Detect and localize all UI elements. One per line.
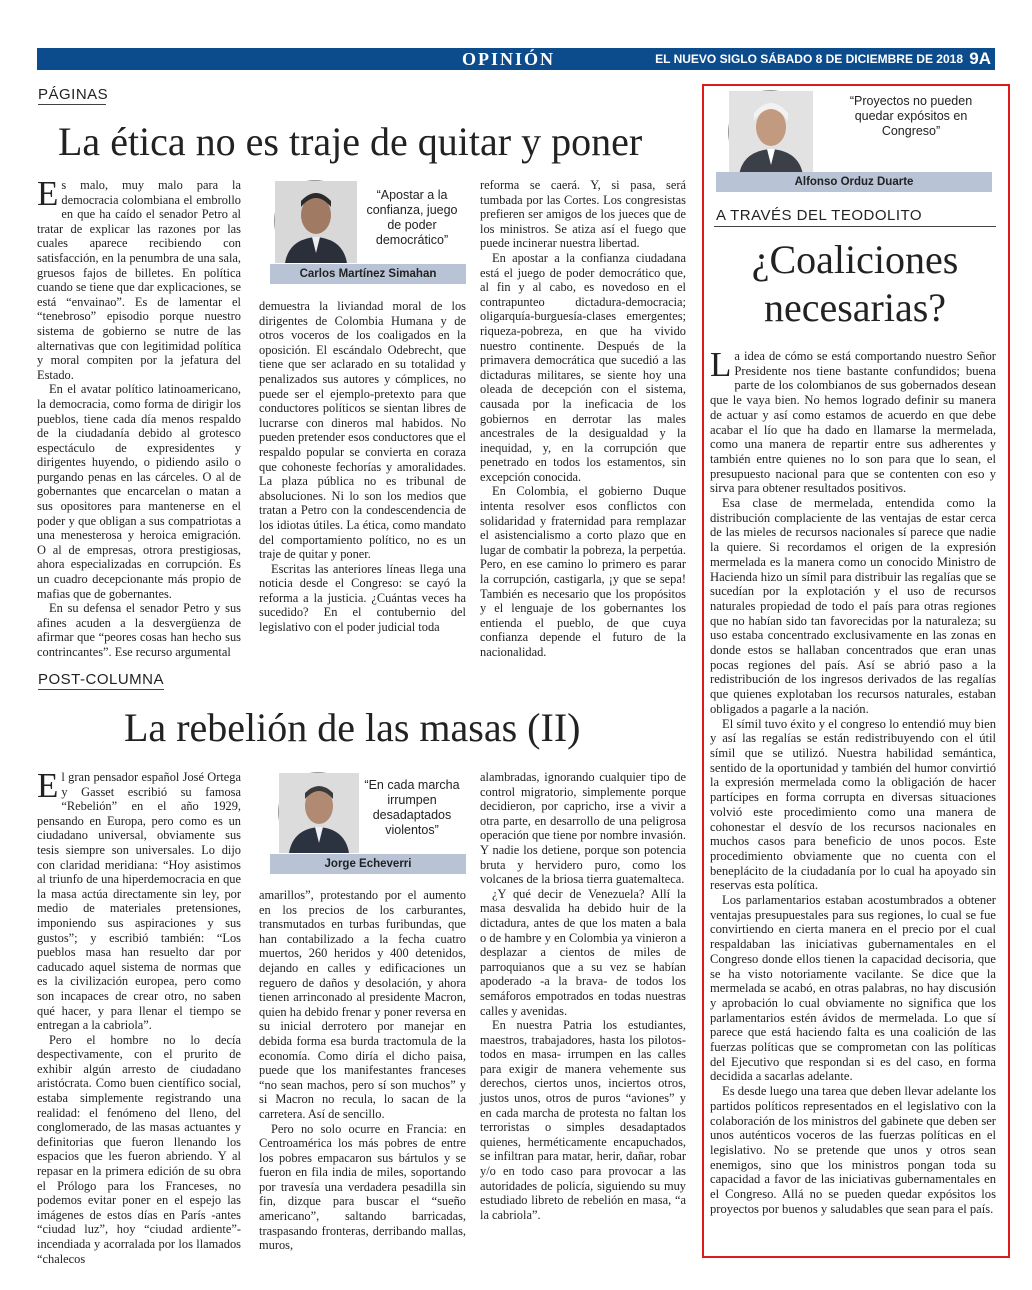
drop-cap: E (37, 766, 59, 805)
article3-kicker: A TRAVÉS DEL TEODOLITO (716, 207, 923, 224)
article2-paragraph: En nuestra Patria los estudiantes, maestros, trabajadores, hasta los pilotos- todos en masa- irrumpen en las calles para exigir de manera vehemente sus derechos, ciertos unos, inciertos otros, justos unos, otros de puros “aviones” y en cada marcha de protesta no faltan los terroristas o simples desadaptados quienes, herméticamente encapuchados, se infiltran para matar, herir, dañar, robar y/o en todo caso para provocar a las autoridades de policía, siguiendo su muy estudiado libreto de rebelión en masa, “a la cabriola”. (480, 1018, 686, 1222)
kicker-underline (38, 689, 164, 690)
author-photo (728, 90, 812, 174)
author-name-bar: Jorge Echeverri (270, 854, 466, 874)
article1-author-box (262, 178, 466, 288)
drop-cap: E (37, 174, 59, 213)
article2-paragraph: alambradas, ignorando cualquier tipo de control migratorio, simplemente porque decidieron, por capricho, irse a vivir a otra parte, en desarrollo de una peligrosa operación que tiene por nombre invasión. Y nadie los detiene, porque son potencia bruta y hervidero puro, como los volcanes de la briosa tierra guatemalteca. (480, 770, 686, 887)
article3-headline-line-2: necesarias? (763, 285, 947, 330)
article1-paragraph: demuestra la liviandad moral de los dirigentes de Colombia Humana y de otros voceros de los coaligados en la oposición. El escándalo Odebrecht, que tiene que ser aclarado en su totalidad y penalizados sus autores y cómplices, no puede ser el ejemplo-pretexto para que conductores políticos se sientan libres de lucrarse con dineros mal habidos. No pueden pretender esos conductores que el respaldo popular se convierta en coraza que cohoneste fechorías y amoralidades. La plaza pública no es tribunal de absoluciones. Ni lo son los medios que tratan a Petro con la condescendencia de los idiotas útiles. La ética, como mandato del comportamiento político, no es un traje de quitar y poner. (259, 299, 466, 562)
article3-paragraph: Los parlamentarios estaban acostumbrados a obtener ventajas presupuestales para sus regiones, lo cual se fue convirtiendo en cierta manera en el precio por el cual respaldaban las iniciativas gubernamentales en el Congreso donde ellos tienen la capacidad decisoria, que se ha visto notoriamente vacilante. Se dice que la mermelada se acabó, en otras palabras, no hay discusión y aprobación lo cual obviamente no significa que los parlamentarios estén ávidos de mermelada. Lo que sí parece que está haciendo falta es una coalición de las fuerzas políticas que se comprometan con las políticas del Ejecutivo que respondan si es del caso, en forma decidida a sacarlas adelante. (710, 893, 996, 1084)
article1-paragraph: Escritas las anteriores líneas llega una noticia desde el Congreso: se cayó la reforma a la justicia. ¿Cuántas veces ha sucedido? En el contubernio del legislativo con el poder judicial toda (259, 561, 466, 635)
article1-headline: La ética no es traje de quitar y poner (58, 119, 643, 164)
article1-kicker: PÁGINAS (38, 86, 109, 103)
article1-paragraph: s malo, muy malo para la democracia colombiana el embrollo en que ha caído el senador Petro al tratar de explicar las razones por las cuales aparece recibiendo con satisfacción, en la penumbra de una sala, gruesos fajos de billetes. En política cuando se tiene que dar explicaciones, se está “envainao”. Es de lamentar el “tenebroso” episodio porque nuestro sistema de gobierno se nutre de las alternativas que con legitimidad política y moral compiten por la jefatura del Estado. (37, 178, 241, 382)
author-photo (278, 772, 358, 852)
author-name-bar: Carlos Martínez Simahan (270, 264, 466, 284)
article1-paragraph: En el avatar político latinoamericano, la democracia, como forma de dirigir los pueblos, tiene cada día menos respaldo de la ciudadanía debido al grotesco espectáculo de expresidentes y dirigentes huyendo, o pidiendo asilo o purgando penas en las cárceles. O al de gobernantes que encarcelan o matan a sus opositores para mantenerse en el poder y que obligan a sus compatriotas a una menesterosa y heroica emigración. O al de empresas, otrora prestigiosas, ahora especializadas en corrupción. Es un cuadro decepcionante más propio de mafias que de gobernantes. (37, 382, 241, 601)
article1-column-1 (37, 174, 241, 659)
author-quote: “Apostar a la confianza, juego de poder democrático” (366, 188, 458, 247)
article2-paragraph: l gran pensador español José Ortega y Gasset escribió su famosa “Rebelión” en el año 1929, pensando en Europa, pero como es un ciudadano universal, obviamente sus tesis siempre son universales. Lo dijo con claridad meridiana: “Hoy asistimos al triunfo de una hiperdemocracia en que la masa actúa directamente sin ley, por medio de materiales pretensiones, imponiendo sus aspiraciones y sus gustos”; y escribió también: “Los pueblos masa han resuelto dar por caducado aquel sistema de normas que es la civilización europea, pero como son incapaces de crear otro, no saben qué hacer, y para llenar el tiempo se entregan a la cabriola”. (37, 770, 241, 1033)
kicker-underline (714, 226, 996, 227)
article1-paragraph: En su defensa el senador Petro y sus afines acuden a la desvergüenza de afirmar que “peores cosas han hecho sus contrincantes”. Ese recurso argumental (37, 601, 241, 659)
article2-paragraph: ¿Y qué decir de Venezuela? Allí la masa desvalida ha debido huir de la dictadura, antes de que los maten a bala o de hambre y en Colombia ya vinieron a desplazar a cientos de miles de parroquianos que a su vez se habían apoderado -a la brava- de todos los semáforos empotrados en todas nuestras calles y avenidas. (480, 886, 686, 1018)
article2-column-2 (259, 888, 466, 1253)
article1-paragraph: En apostar a la confianza ciudadana está el juego de poder democrático que, al fin y al cabo, es novedoso en el contrapunteo dictadura-democracia; oligarquía-burguesía-clases emergentes; riqueza-pobreza, en que ha vivido nuestro continente. Después de la primavera democrática que sucedió a las dictaduras militares, se siente hoy una oleada de decepción con el sistema, causada por la ineficacia de los gobiernos en derrotar las males ancestrales de la desigualdad y la inequidad, y, en la corrupción que penetrado en todos los estamentos, sin excepción conocida. (480, 250, 686, 484)
article3-paragraph: a idea de cómo se está comportando nuestro Señor Presidente nos tiene bastante confundidos; buena parte de los colombianos de sus gobernados desean que le vaya bien. No hemos logrado definir su manera de actuar y así como estamos de acuerdo en que debe acabar el lío que ha dado en llamarse la mermelada, como una manera de repartir entre sus adherentes y también entre quienes no lo son para que lo sean, el presupuesto nacional para que se contenten con eso y sirva para obtener resultados positivos. (710, 349, 996, 496)
article2-paragraph: Pero el hombre no lo decía despectivamente, con el prurito de exhibir algún arresto de ciudadano aristócrata. Como buen científico social, estaba simplemente registrando una realidad: el fenómeno del lleno, del conglomerado, de las masas actuantes y definitorias que fueron llenando los espacios que les fueron abriendo. Y al repasar en la primera edición de su obra el Prólogo para los Franceses, no podemos evitar poner en el espejo las imágenes de estos días en París -antes “ciudad luz”, hoy “ciudad ardiente”- incendiada y acorralada por los llamados “chalecos (37, 1032, 241, 1266)
drop-cap: L (710, 345, 732, 384)
kicker-underline (38, 104, 106, 105)
article1-column-2 (259, 299, 466, 643)
page-header-bar (37, 48, 995, 70)
author-quote: “En cada marcha irrumpen desadaptados violentos” (364, 778, 460, 837)
article3-author-box (712, 88, 996, 194)
article2-paragraph: Pero no solo ocurre en Francia: en Centroamérica los más pobres de entre los pobres empacaron sus bártulos y se fueron en fila india de miles, soportando por travesía una verdadera pesadilla sin fin, dizque para buscar el “sueño americano”, saltando barricadas, traspasando fronteras, derribando mallas, muros, (259, 1121, 466, 1253)
article2-author-box (262, 770, 466, 878)
article2-kicker: POST-COLUMNA (38, 671, 165, 688)
article3-paragraph: Es desde luego una tarea que deben llevar adelante los partidos políticos representados en el legislativo con la colaboración de los ministros del gabinete que deben ser unos auténticos voceros de las fuerzas políticas en el legislativo. No se pretende que unos y otros sean enemigos, sino que los ministros pongan toda su capacidad a favor de las iniciativas gubernamentales en el Congreso. Allá no se pueden quedar expósitos los proyectos por buenos y saludables que sean para el país. (710, 1084, 996, 1216)
article3-paragraph: El símil tuvo éxito y el congreso lo entendió muy bien y así las regalías se están redistribuyendo con el útil símil que se utilizó. Nuestra habilidad semántica, sentido de la oportunidad y también del humor convirtió la expresión mermelada como la obligación de hacer partícipes en forma corrupta en diversas situaciones volvió este procedimiento como una manera de cohonestar el desvío de los recursos nacionales en muchos casos para beneficio de unos pocos. Este procedimiento obviamente que no cuenta con el beneplácito de la ciudadanía por lo cual ha apoyado sin reservas esta política. (710, 716, 996, 893)
author-photo (274, 180, 356, 262)
article1-paragraph: reforma se caerá. Y, si pasa, será tumbada por las Cortes. Los congresistas prefieren ser amigos de los jueces que de los ministros. Se atiza así el fuego que puede incinerar nuestra libertad. (480, 178, 686, 251)
article3-paragraph: Esa clase de mermelada, entendida como la distribución complaciente de las ventajas de estar cerca de las mieles de recursos nacionales sí parece que nadie la quiere. Si recordamos el origen de la expresión mermelada es la manera como un conocido Ministro de Hacienda hizo un símil para distribuir las regalías que se sucedían por la explotación y el uso de recursos naturales propiedad de todo el país para otras regiones que no habían sido tan favorecidas por la naturaleza; su uso estaba concentrado exclusivamente en las zonas en donde estos se hallaban concentrados que eran unas pocas regiones del país. Así se abrió paso a la redistribución de los ingresos derivados de las regalías que quienes explotaban los recursos naturales, estaban obligados a pagarle a la nación. (710, 496, 996, 716)
page-number: 9A (969, 49, 991, 68)
section-title: OPINIÓN (462, 49, 556, 69)
author-quote: “Proyectos no pueden quedar expósitos en Congreso” (849, 94, 973, 138)
article2-headline: La rebelión de las masas (II) (124, 705, 581, 750)
article1-column-3 (480, 178, 686, 659)
article2-paragraph: amarillos”, protestando por el aumento en los precios de los carburantes, transmutados en turbas furibundas, que han contabilizado a la fecha cuatro muertos, 260 heridos y 400 detenidos, dejando en calles y edificaciones un reguero de daños y desolación, y ahora tienen arrinconado al presidente Macron, quien ha debido frenar y poner reversa en su inicial derrotero por manejar en debida forma esa burda tractomula de la economía. Como diría el dicho paisa, puede que los manifestantes franceses “no sean machos, pero sí son muchos” y si Macron no recula, lo sacan de la carretera. Así de sencillo. (259, 888, 466, 1121)
article1-paragraph: En Colombia, el gobierno Duque intenta resolver esos conflictos con solidaridad y fraternidad para remplazar el asistencialismo a corto plazo que en lugar de combatir la pobreza, la perpetúa. Pero, en ese camino lo primero es parar la corrupción, castigarla, ¡y que se sepa! También es necesario que los propósitos y el lenguaje de los gobernantes los entienda el pueblo, de que cuya confianza depende el futuro de la nacionalidad. (480, 484, 686, 659)
article2-column-1 (37, 766, 241, 1266)
article3-headline-line-1: ¿Coaliciones (751, 237, 959, 282)
article2-column-3 (480, 770, 686, 1248)
article3-column (710, 345, 996, 1239)
author-name-bar: Alfonso Orduz Duarte (716, 172, 992, 192)
paper-and-date: EL NUEVO SIGLO SÁBADO 8 DE DICIEMBRE DE 2018 (655, 52, 963, 66)
